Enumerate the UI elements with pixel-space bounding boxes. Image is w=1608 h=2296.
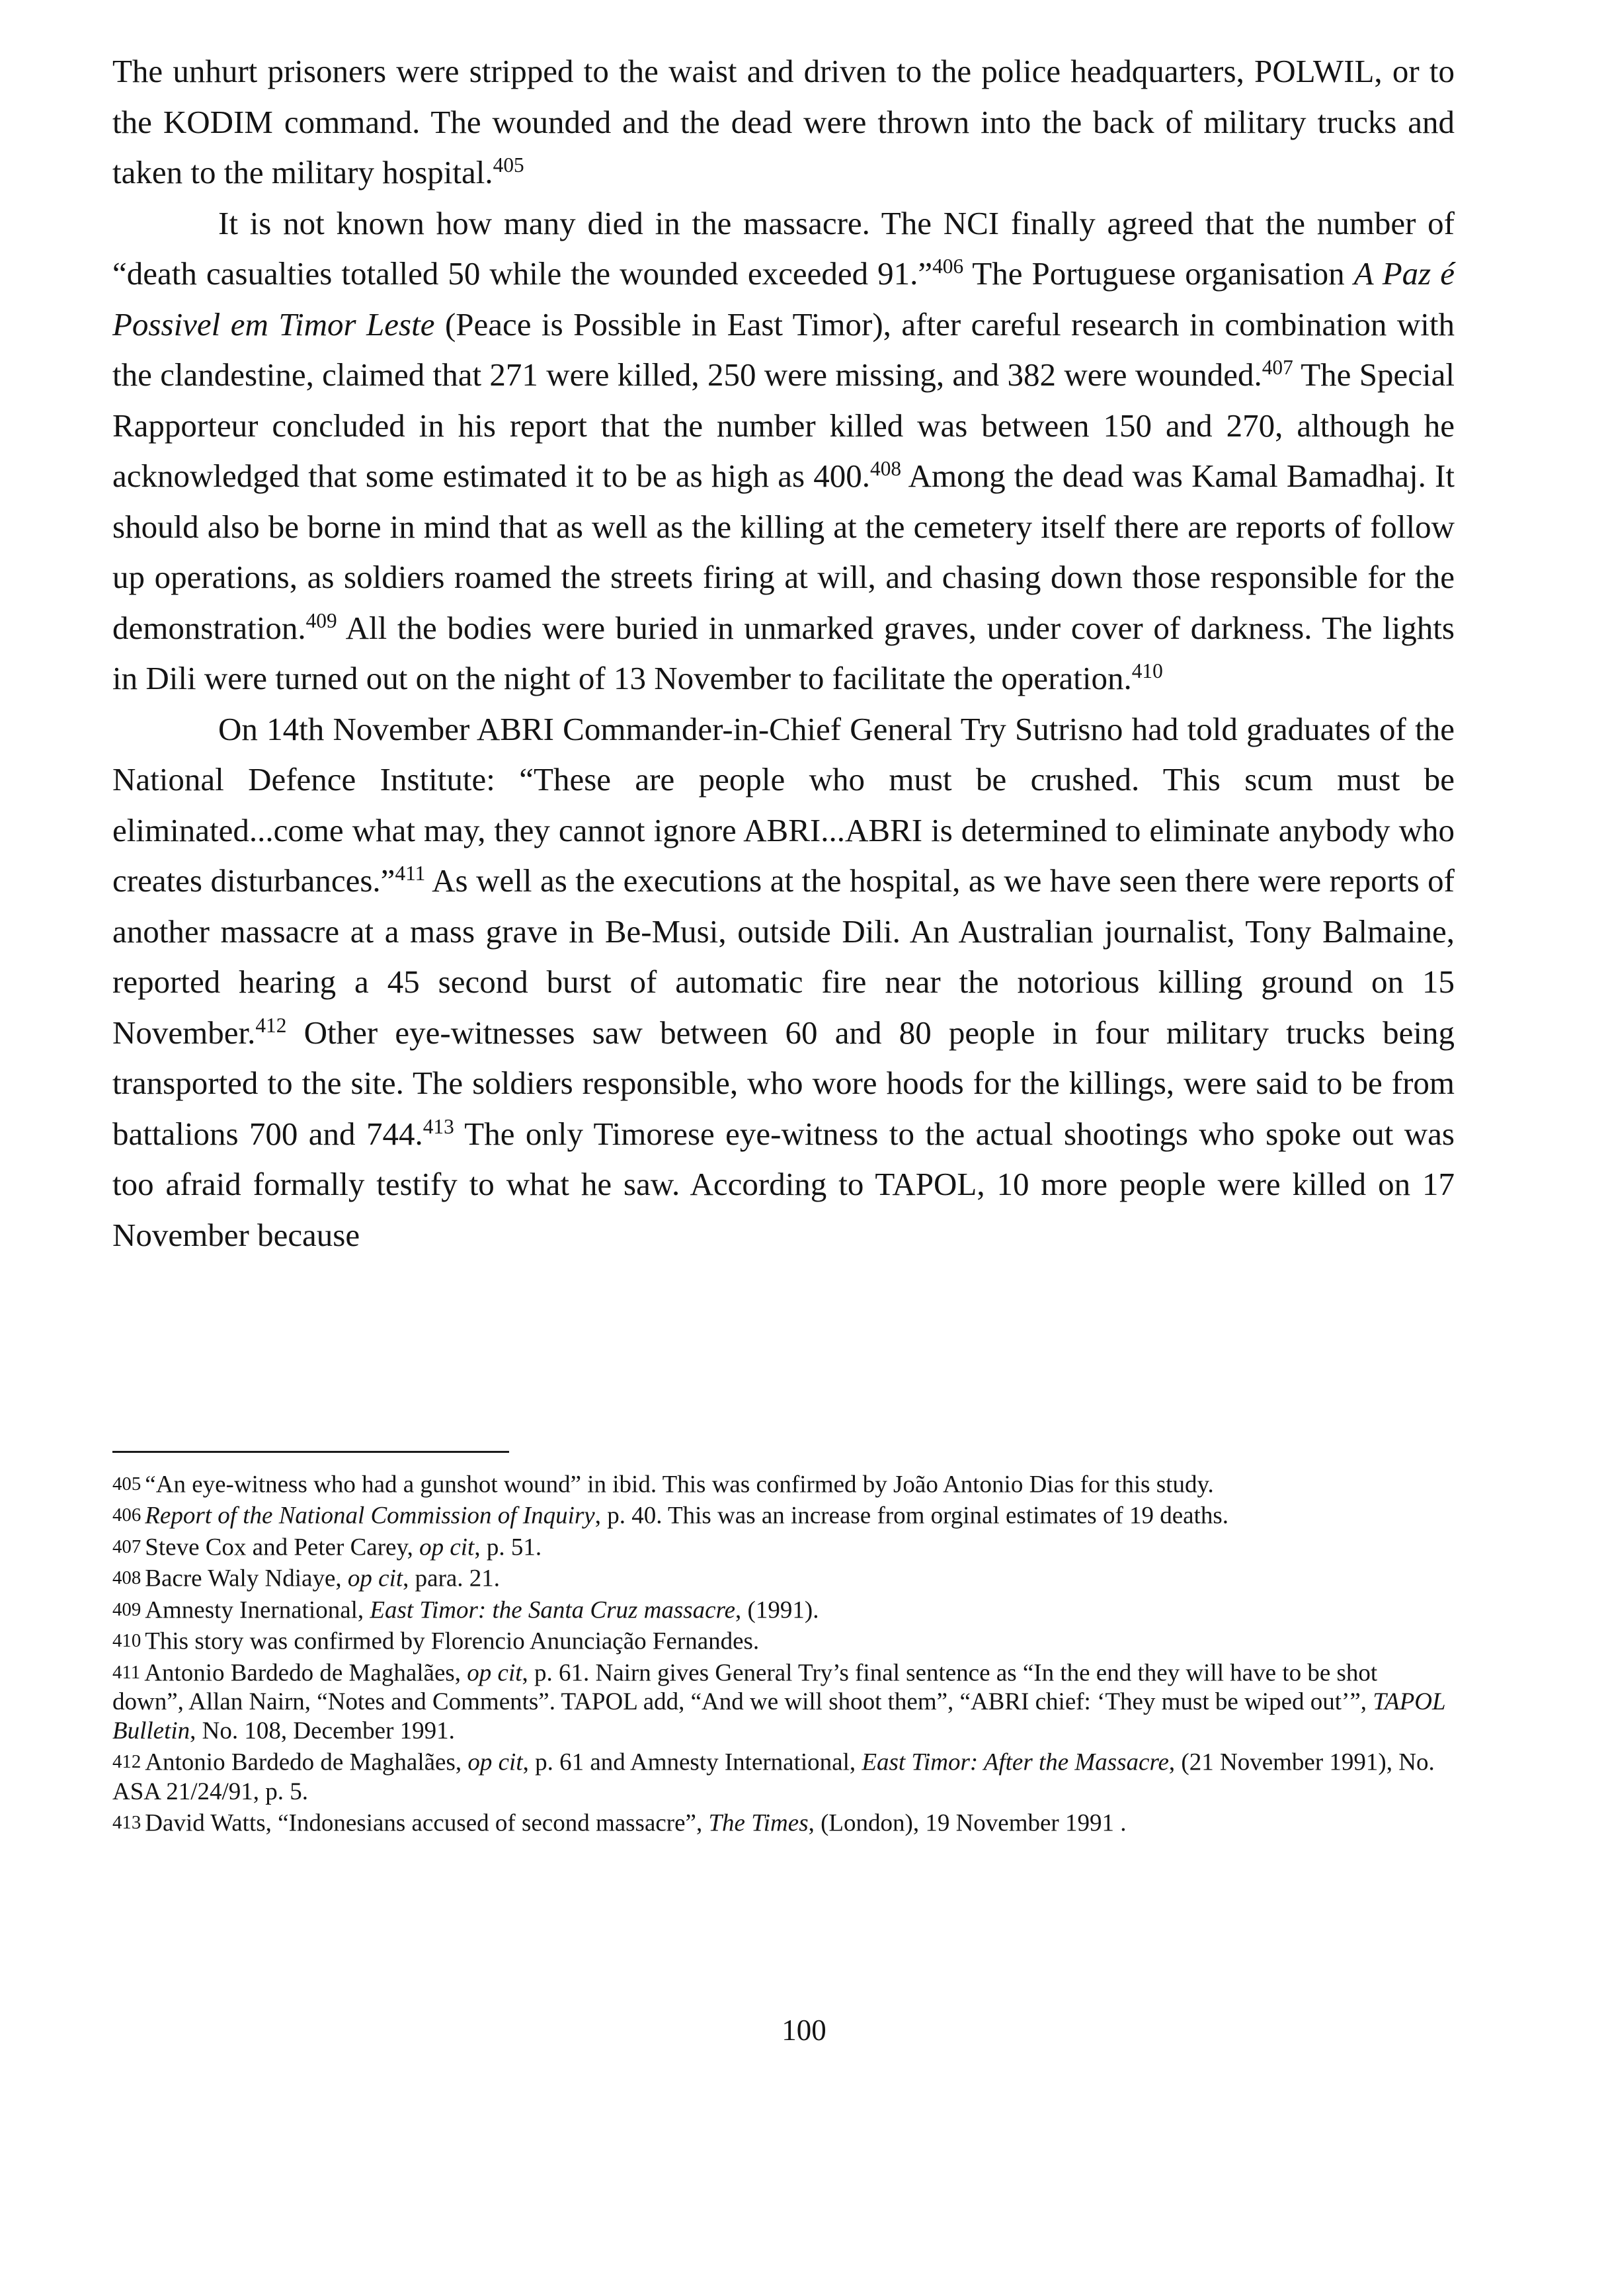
text-run: “An eye-witness who had a gunshot wound” in ibid. This was confirmed by João Antonio Dias for this study. <box>145 1471 1214 1498</box>
text-run: Other eye-witnesses saw between 60 and 80 people in four military trucks being transported to the site. The soldiers responsible, who wore hoods for the killings, were said to be from battalions 700 and 744. <box>112 1014 1455 1152</box>
text-run: Bacre Waly Ndiaye, <box>145 1565 348 1592</box>
page-body <box>112 46 1455 1260</box>
text-run: , (1991). <box>735 1596 819 1624</box>
italic-text: TAPOL Bulletin <box>112 1688 1445 1745</box>
text-run: It is not known how many died in the massacre. The NCI finally agreed that the number of “death casualties totalled 50 while the wounded exceeded 91.” <box>112 204 1455 292</box>
text-run: , (21 November 1991), No. ASA 21/24/91, p. 5. <box>112 1748 1435 1805</box>
text-run: David Watts, “Indonesians accused of second massacre”, <box>145 1809 709 1837</box>
body-paragraph <box>112 46 1455 198</box>
footnote-ref: 410 <box>1131 659 1163 682</box>
body-text <box>112 46 1455 1260</box>
italic-text: A Paz é Possivel em Timor Leste <box>112 255 1455 343</box>
text-run: , p. 61. Nairn gives General Try’s final sentence as “In the end they will have to be shot down”, Allan Nairn, “Notes and Comments”. TAPOL add, “And we will shoot them”, “ABRI chief: ‘They must be wiped out’”, <box>112 1659 1378 1716</box>
italic-text: The Times <box>708 1809 809 1837</box>
italic-text: op cit <box>467 1748 523 1776</box>
text-run: All the bodies were buried in unmarked graves, under cover of darkness. The lights in Dili were turned out on the night of 13 November to facilitate the operation. <box>112 609 1455 696</box>
footnote-number: 412 <box>112 1751 141 1773</box>
italic-text: East Timor: the Santa Cruz massacre <box>370 1596 736 1624</box>
footnote <box>112 1469 1455 1499</box>
footnote-number: 410 <box>112 1630 141 1652</box>
footnote <box>112 1532 1455 1562</box>
italic-text: op cit <box>347 1565 403 1592</box>
text-run: Steve Cox and Peter Carey, <box>145 1534 420 1561</box>
text-run: , p. 61 and Amnesty International, <box>522 1748 862 1776</box>
italic-text: East Timor: After the Massacre <box>862 1748 1169 1776</box>
text-run: The unhurt prisoners were stripped to the waist and driven to the police headquarters, POLWIL, or to the KODIM command. The wounded and the dead were thrown into the back of military trucks and taken to the military hospital. <box>112 53 1455 190</box>
footnote-number: 413 <box>112 1811 141 1833</box>
page-number: 100 <box>782 2014 826 2047</box>
text-run: , para. 21. <box>403 1565 501 1592</box>
footnote-ref: 408 <box>870 456 902 480</box>
footnote-ref: 413 <box>422 1114 454 1138</box>
text-run: , (London), 19 November 1991 . <box>808 1809 1127 1837</box>
text-run: , No. 108, December 1991. <box>190 1717 455 1745</box>
body-paragraph <box>112 704 1455 1261</box>
footnote-number: 407 <box>112 1536 141 1557</box>
footnote-number: 405 <box>112 1473 141 1495</box>
italic-text: Report of the National Commission of Inquiry <box>145 1502 595 1530</box>
footnote <box>112 1747 1455 1806</box>
text-run: Amnesty Inernational, <box>145 1596 370 1624</box>
footnote <box>112 1808 1455 1838</box>
text-run: Antonio Bardedo de Maghalães, <box>144 1659 467 1687</box>
footnote-separator <box>112 1451 509 1453</box>
footnote-number: 411 <box>112 1661 141 1683</box>
text-run: , p. 40. This was an increase from orginal estimates of 19 deaths. <box>594 1502 1229 1530</box>
italic-text: op cit <box>467 1659 522 1687</box>
footnote-number: 408 <box>112 1567 141 1589</box>
text-run: , p. 51. <box>474 1534 542 1561</box>
text-run: This story was confirmed by Florencio Anunciação Fernandes. <box>145 1627 760 1655</box>
footnote-ref: 407 <box>1262 355 1293 379</box>
body-paragraph <box>112 198 1455 704</box>
text-run: The Portuguese organisation <box>963 255 1354 292</box>
footnotes <box>112 1469 1455 1839</box>
footnote <box>112 1500 1455 1530</box>
text-run: As well as the executions at the hospital, as we have seen there were reports of another massacre at a mass grave in Be-Musi, outside Dili. An Australian journalist, Tony Balmaine, reported hearing a 45 second burst of automatic fire near the notorious killing ground on 15 November. <box>112 862 1455 1051</box>
footnote <box>112 1595 1455 1625</box>
footnote-ref: 405 <box>493 153 524 177</box>
italic-text: op cit <box>419 1534 475 1561</box>
footnote-ref: 411 <box>395 861 426 885</box>
footnote-ref: 406 <box>932 254 964 278</box>
footnote-number: 406 <box>112 1504 141 1526</box>
text-run: The only Timorese eye-witness to the actual shootings who spoke out was too afraid formally testify to what he saw. According to TAPOL, 10 more people were killed on 17 November because <box>112 1115 1455 1253</box>
text-run: On 14th November ABRI Commander-in-Chief General Try Sutrisno had told graduates of the National Defence Institute: “These are people who must be crushed. This scum must be eliminated...come what may, they cannot ignore ABRI...ABRI is determined to eliminate anybody who creates disturbances.” <box>112 710 1455 899</box>
footnote <box>112 1563 1455 1593</box>
text-run: The Special Rapporteur concluded in his report that the number killed was between 150 and 270, although he acknowledged that some estimated it to be as high as 400. <box>112 356 1455 494</box>
text-run: Among the dead was Kamal Bamadhaj. It should also be borne in mind that as well as the killing at the cemetery itself there are reports of follow up operations, as soldiers roamed the streets firing at will, and chasing down those responsible for the demonstration. <box>112 458 1455 646</box>
footnote-number: 409 <box>112 1598 141 1620</box>
text-run: (Peace is Possible in East Timor), after careful research in combination with the clandestine, claimed that 271 were killed, 250 were missing, and 382 were wounded. <box>112 306 1455 393</box>
footnote-ref: 412 <box>255 1013 287 1037</box>
text-run: Antonio Bardedo de Maghalães, <box>145 1748 468 1776</box>
footnote <box>112 1658 1455 1746</box>
footnote <box>112 1626 1455 1656</box>
footnote-ref: 409 <box>305 608 337 632</box>
